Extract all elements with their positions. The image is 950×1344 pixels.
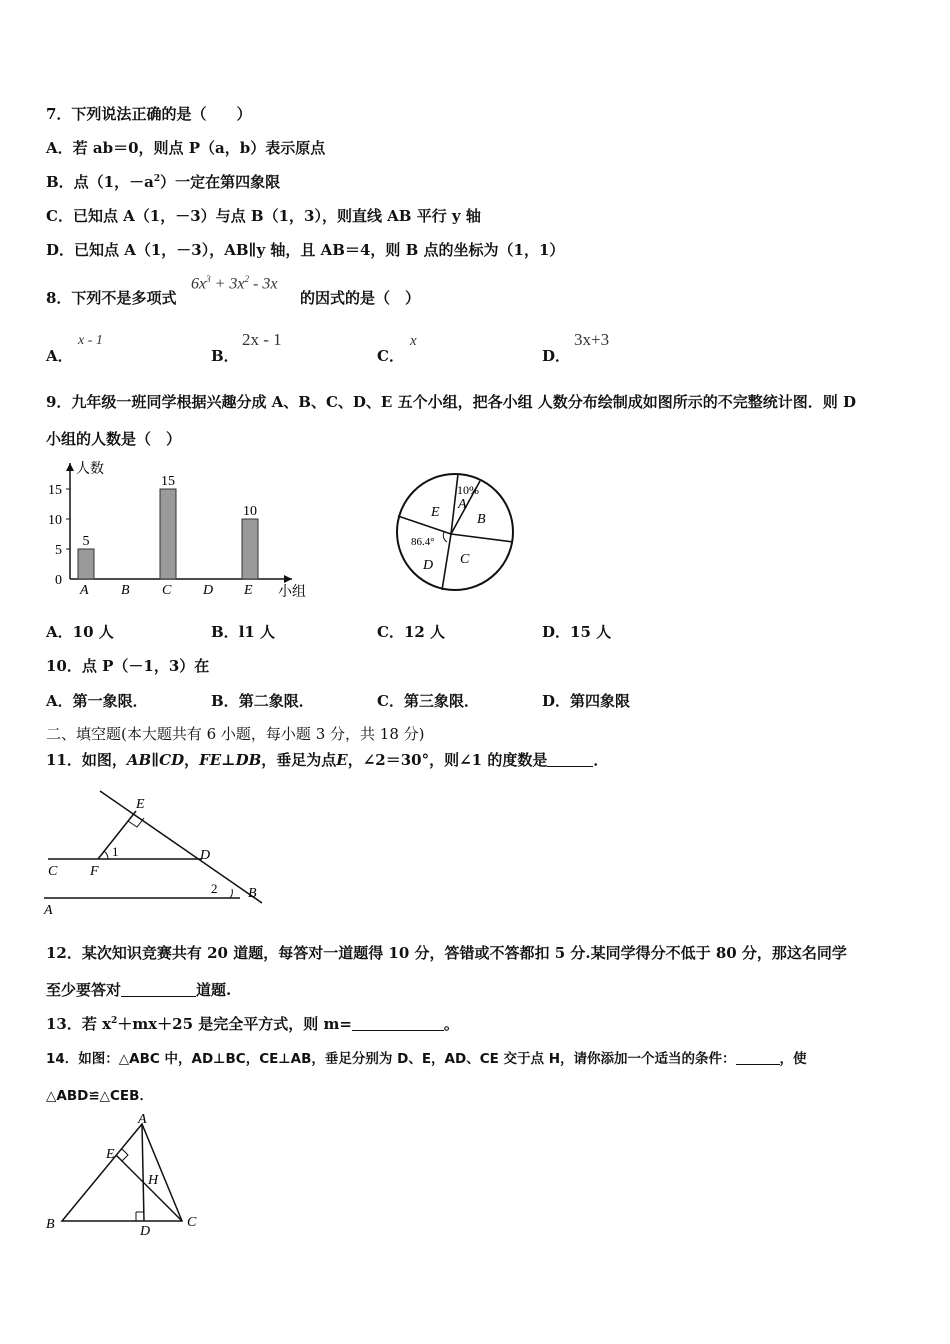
label-angle-1: 1 — [112, 844, 119, 859]
q9-option-a-label: A． — [46, 623, 73, 641]
q8-polynomial — [191, 274, 277, 293]
label-c: C — [187, 1215, 197, 1230]
y-axis-arrow — [66, 463, 74, 471]
label-d: D — [200, 848, 211, 863]
pie-radius-cd — [442, 534, 451, 590]
label-e: E — [136, 797, 145, 812]
q7-option-b-pre: B．点（1，－a — [46, 173, 154, 191]
pie-radius-de — [398, 516, 451, 534]
bar-value-label: 10 — [243, 504, 257, 519]
q14-line1-pre: 14．如图：△ABC 中，AD⊥BC，CE⊥AB，垂足分别为 D、E，AD、CE 交于点 H，请你添加一个适当的条件： — [46, 1051, 736, 1067]
q8-option-d-label: D． — [542, 347, 571, 365]
q9-option-b — [211, 621, 275, 642]
q8-stem-pre: 8．下列不是多项式 — [46, 289, 177, 307]
bar-value-label: 15 — [161, 474, 175, 489]
q11-mid3: ，∠2＝30°，则∠1 的度数是 — [347, 751, 548, 769]
q9-option-b-label: B． — [211, 623, 239, 641]
q8-stem-post: 的因式的是（ ） — [300, 289, 421, 307]
q11-expr-e: E — [336, 751, 348, 769]
q13-stem — [46, 1013, 459, 1034]
q8-option-a-label: A． — [46, 347, 73, 365]
y-tick-label: 5 — [55, 543, 62, 558]
q12-line2-post: 道题. — [196, 981, 232, 999]
angle-1-arc — [104, 851, 108, 859]
y-tick-label: 10 — [48, 513, 62, 528]
pie-label-b: B — [477, 512, 486, 527]
q10-stem: 10．点 P（－1，3）在 — [46, 657, 210, 675]
bar-chart-marks — [48, 460, 306, 600]
q13-end: 。 — [443, 1015, 459, 1033]
pie-angle-arc — [443, 532, 447, 542]
label-e: E — [106, 1147, 115, 1162]
right-angle-e — [122, 1149, 128, 1161]
q7-option-d: D．已知点 A（1，－3），AB∥y 轴，且 AB＝4，则 B 点的坐标为（1，1） — [46, 241, 565, 259]
q10-option-d-label: D． — [542, 692, 571, 710]
bar-c — [160, 489, 176, 579]
q10-option-c — [377, 690, 479, 711]
q9-option-c-label: C． — [377, 623, 404, 641]
y-tick-label: 15 — [48, 483, 62, 498]
section-2-title: 二、填空题(本大题共有 6 小题，每小题 3 分，共 18 分) — [46, 725, 425, 743]
poly-term-1: 6x — [191, 275, 207, 293]
q8-option-b-expr: 2x - 1 — [242, 330, 282, 349]
x-axis-label: 小组 — [278, 585, 306, 600]
q8-option-a-expr: x - 1 — [78, 333, 103, 348]
q14-line1-post: ，使 — [779, 1051, 807, 1067]
q7-stem: 7．下列说法正确的是（ ） — [46, 105, 252, 123]
q13-pre: 13．若 x — [46, 1015, 112, 1033]
q14-answer-blank[interactable] — [736, 1050, 780, 1065]
q7-option-b-post: ）一定在第四象限 — [160, 173, 281, 191]
q10-option-a — [46, 690, 148, 711]
q9-option-b-text: l1 人 — [238, 623, 276, 641]
label-f: F — [90, 864, 99, 879]
q11-mid2: ，垂足为点 — [261, 751, 337, 769]
q10-option-c-text: 第三象限． — [403, 692, 479, 710]
label-a: A — [138, 1112, 147, 1127]
altitude-ad — [142, 1124, 144, 1221]
q12-answer-blank[interactable] — [121, 982, 196, 997]
altitude-ce — [116, 1155, 182, 1221]
label-h: H — [148, 1173, 159, 1188]
q8-option-b-label: B． — [211, 347, 239, 365]
poly-term-2: + 3x — [210, 275, 245, 293]
pie-annotation-angle: 86.4° — [411, 536, 435, 548]
pie-label-a: A — [458, 497, 467, 512]
q12-stem-line2 — [46, 979, 231, 1000]
q9-option-a — [46, 621, 114, 642]
q9-option-d — [542, 621, 611, 642]
pie-circle — [397, 474, 513, 590]
q11-expr-ab-cd: AB∥CD — [126, 751, 185, 769]
x-tick-label: A — [80, 583, 89, 598]
pie-annotation-10pct: 10% — [457, 483, 479, 497]
q9-stem-line2: 小组的人数是（ ） — [46, 430, 182, 448]
q14-stem-line1 — [46, 1047, 807, 1067]
q9-option-c — [377, 621, 445, 642]
q10-option-b-text: 第二象限． — [238, 692, 314, 710]
q10-option-b-label: B． — [211, 692, 239, 710]
q10-option-d — [542, 690, 630, 711]
q14-stem-line2: △ABD≌△CEB． — [46, 1088, 153, 1104]
x-tick-label: B — [121, 583, 130, 598]
poly-exp-1: 3 — [206, 274, 211, 284]
q13-sup: 2 — [111, 1016, 118, 1026]
q9-option-a-text: 10 人 — [72, 623, 114, 641]
poly-term-3: - 3x — [249, 275, 278, 293]
q7-option-a: A．若 ab＝0，则点 P（a，b）表示原点 — [46, 139, 326, 157]
q10-option-a-label: A． — [46, 692, 73, 710]
q9-option-d-text: 15 人 — [570, 623, 612, 641]
q11-answer-blank[interactable] — [547, 752, 593, 767]
pie-label-e: E — [431, 505, 440, 520]
pie-radius-bc — [451, 534, 513, 542]
label-b: B — [46, 1217, 55, 1232]
q12-line2-pre: 至少要答对 — [46, 981, 122, 999]
bar-a — [78, 549, 94, 579]
x-tick-label: E — [244, 583, 253, 598]
q9-option-d-label: D． — [542, 623, 571, 641]
q10-option-a-text: 第一象限． — [72, 692, 148, 710]
bar-value-label: 5 — [82, 534, 90, 549]
q10-option-c-label: C． — [377, 692, 404, 710]
q10-option-d-text: 第四象限 — [570, 692, 631, 710]
q7-option-b — [46, 171, 280, 192]
label-d: D — [140, 1224, 151, 1237]
q11-pre: 11．如图， — [46, 751, 127, 769]
q10-option-b — [211, 690, 314, 711]
q12-stem-line1: 12．某次知识竞赛共有 20 道题，每答对一道题得 10 分，答错或不答都扣 5 分.某同学得分不低于 80 分，那这名同学 — [46, 944, 847, 962]
label-c: C — [48, 864, 58, 879]
x-tick-label: C — [162, 583, 172, 598]
pie-label-d: D — [423, 558, 434, 573]
line-db — [100, 791, 262, 903]
q11-stem — [46, 749, 608, 770]
pie-label-c: C — [460, 552, 470, 567]
q11-figure — [40, 785, 270, 920]
bar-e — [242, 519, 258, 579]
angle-2-arc — [230, 889, 232, 898]
y-axis-label: 人数 — [76, 462, 104, 477]
q8-option-c-expr: x — [410, 333, 417, 349]
bar-chart — [40, 455, 330, 605]
q8-option-d-expr: 3x+3 — [574, 330, 610, 349]
label-a: A — [44, 903, 53, 918]
x-tick-label: D — [203, 583, 214, 598]
q13-answer-blank[interactable] — [352, 1016, 444, 1031]
q11-mid1: ， — [184, 751, 200, 769]
q11-expr-fe-db: FE⊥DB — [199, 751, 262, 769]
q9-option-c-text: 12 人 — [403, 623, 446, 641]
q9-stem-line1: 9．九年级一班同学根据兴趣分成 A、B、C、D、E 五个小组，把各小组 人数分布绘制成如图所示的不完整统计图．则 D — [46, 393, 857, 411]
q7-option-c: C．已知点 A（1，－3）与点 B（1，3），则直线 AB 平行 y 轴 — [46, 207, 481, 225]
triangle-abc — [62, 1124, 182, 1221]
q11-end: ． — [593, 751, 609, 769]
q13-post: ＋mx＋25 是完全平方式，则 m= — [117, 1015, 352, 1033]
x-axis-arrow — [284, 575, 292, 583]
label-b: B — [248, 886, 257, 901]
q7-option-b-sup: 2 — [153, 174, 161, 184]
pie-chart — [390, 470, 520, 595]
q14-figure — [40, 1112, 210, 1237]
poly-exp-2: 2 — [244, 274, 250, 284]
q8-option-c-label: C． — [377, 347, 404, 365]
y-tick-label: 0 — [55, 573, 62, 588]
label-angle-2: 2 — [211, 881, 218, 896]
